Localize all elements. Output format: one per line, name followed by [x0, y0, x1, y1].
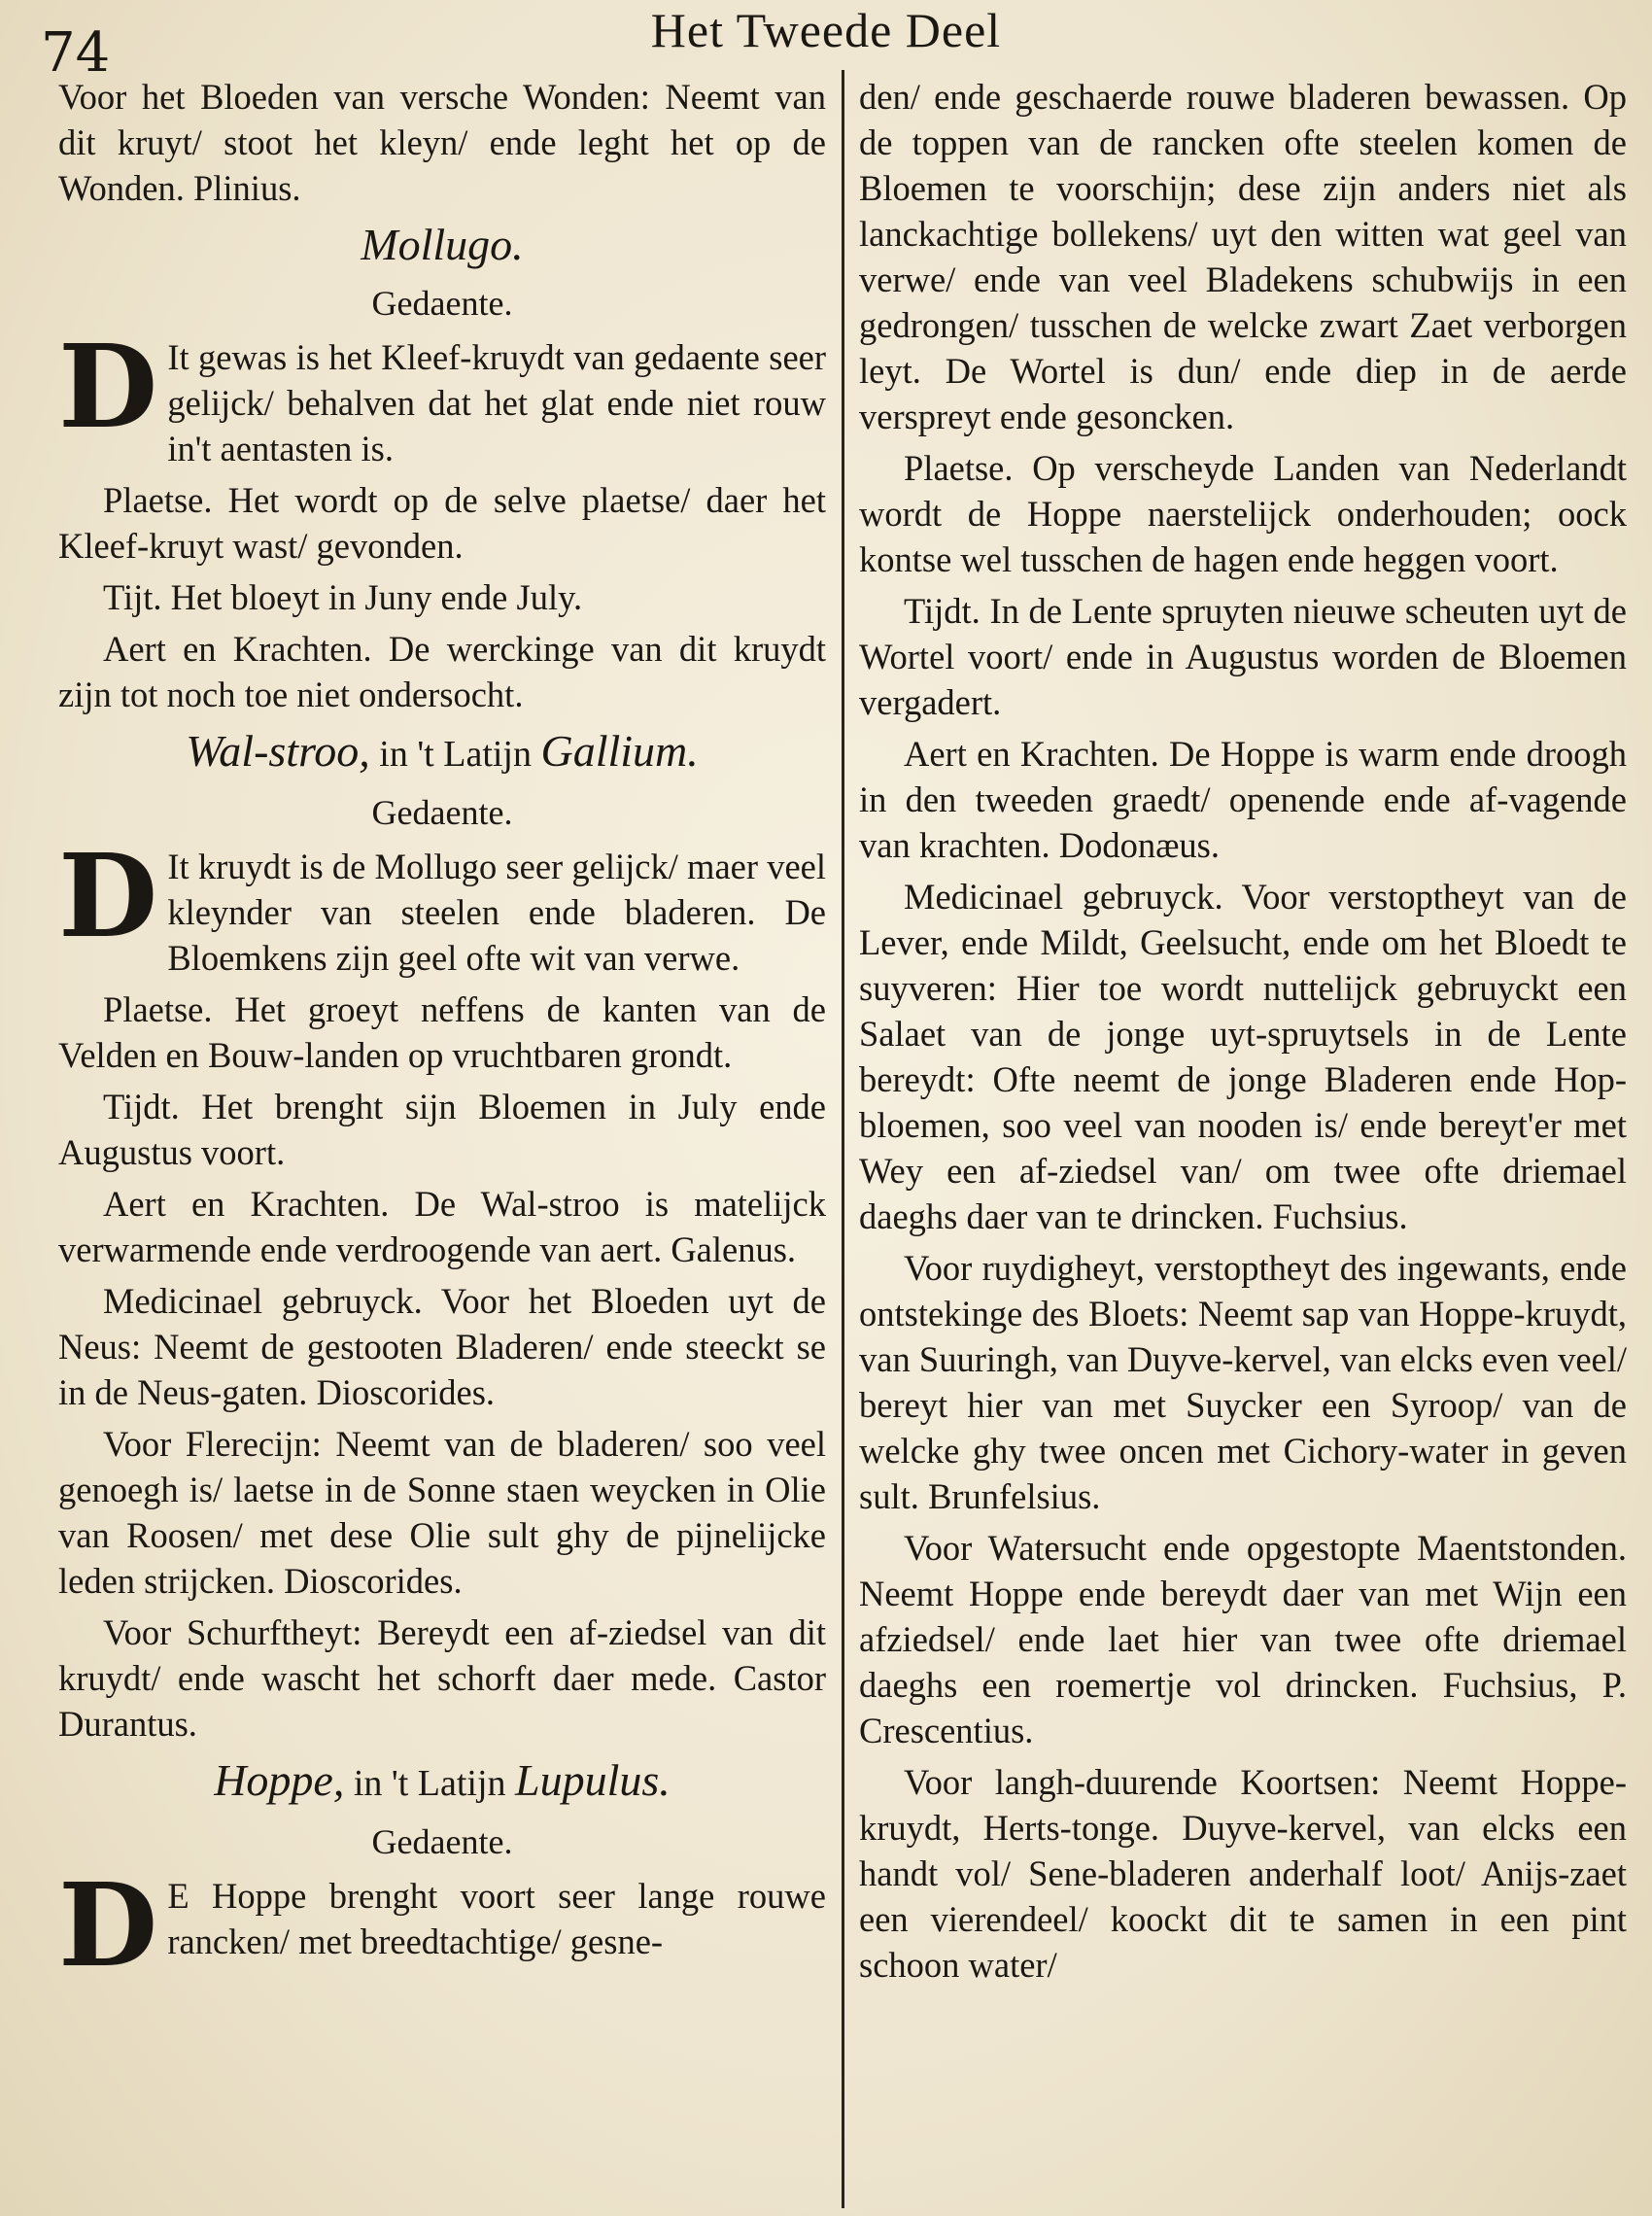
subheading-gedaente: Gedaente.: [371, 1822, 513, 1861]
heading-walstroo: [58, 725, 826, 780]
paragraph-hoppe-continued: den/ ende geschaerde rouwe bladeren bewassen. Op de toppen van de rancken ofte steelen komen de Bloemen te voorschijn; dese zijn anders niet als lanckachtige bollekens/ uyt den witten wat geel van verwe/ ende van veel Bladekens schubwijs in een gedrongen/ tusschen de welcke zwart Zaet verborgen leyt. De Wortel is dun/ ende diep in de aerde verspreyt ende gesoncken.: [859, 77, 1627, 436]
heading-name: Hoppe,: [214, 1755, 345, 1805]
paragraph-tijdt: Tijdt. In de Lente spruyten nieuwe scheuten uyt de Wortel voort/ ende in Augustus worden de Bloemen vergadert.: [859, 591, 1627, 722]
paragraph-ruydigheyt: Voor ruydigheyt, verstoptheyt des ingewants, ende ontstekinge des Bloets: Neemt sap van Hoppe-kruydt, van Suuringh, van Duyve-kervel, van elcks even veel/ bereyt hier van met Suycker een Syroop/ van de welcke ghy twee oncen met Cichory-water in geven sult. Brunfelsius.: [859, 1248, 1627, 1516]
heading-latin-prefix: in 't Latijn: [369, 734, 541, 775]
paragraph-aert: Aert en Krachten. De Wal-stroo is matelijck verwarmende ende verdroogende van aert. Galenus.: [58, 1184, 826, 1269]
paragraph-text: It kruydt is de Mollugo seer gelijck/ maer veel kleynder van steelen ende bladeren. De Bloemkens zijn geel ofte wit van verwe.: [167, 847, 826, 978]
paragraph-medicinael: Medicinael gebruyck. Voor verstoptheyt van de Lever, ende Mildt, Geelsucht, ende om het Bloedt te suyveren: Hier toe wordt nuttelijck gebruyckt een Salaet van de jonge uyt-spruytsels in de Lente bereydt: Ofte neemt de jonge Bladeren ende Hop-bloemen, soo veel van nooden is/ ende bereyt'er met Wey een af-ziedsel van/ om twee ofte driemael daeghs daer van te drincken. Fuchsius.: [859, 877, 1627, 1236]
paragraph-bleeding-wounds: Voor het Bloeden van versche Wonden: Neemt van dit kruyt/ stoot het kleyn/ ende leght het op de Wonden. Plinius.: [58, 77, 826, 208]
paragraph-plaetse: Plaetse. Op verscheyde Landen van Nederlandt wordt de Hoppe naerstelijck onderhouden; oock kontse wel tusschen de hagen ende heggen voort.: [859, 448, 1627, 579]
paragraph-walstroo-description: [58, 828, 826, 981]
heading-latin-name: Gallium.: [540, 726, 699, 776]
heading-name: Wal-stroo,: [186, 726, 370, 776]
heading-hoppe: [58, 1754, 826, 1810]
column-divider: [842, 70, 844, 2208]
paragraph-mollugo-description: [58, 319, 826, 471]
left-column: [58, 74, 826, 1992]
right-column: [859, 74, 1627, 1993]
page-number: 74: [41, 21, 111, 85]
heading-latin-name: Lupulus.: [515, 1755, 671, 1805]
paragraph-text: E Hoppe brenght voort seer lange rouwe rancken/ met breedtachtige/ gesne-: [167, 1876, 826, 1961]
paragraph-plaetse: Plaetse. Het wordt op de selve plaetse/ daer het Kleef-kruyt wast/ gevonden.: [58, 480, 826, 566]
drop-cap: D: [58, 319, 158, 454]
paragraph-hoppe-description: [58, 1857, 826, 1992]
paragraph-tijt: Tijt. Het bloeyt in Juny ende July.: [103, 577, 583, 617]
paragraph-plaetse: Plaetse. Het groeyt neffens de kanten van de Velden en Bouw-landen op vruchtbaren grondt.: [58, 989, 826, 1075]
paragraph-aert: Aert en Krachten. De Hoppe is warm ende droogh in den tweeden graedt/ openende ende af-vagende van krachten. Dodonæus.: [859, 734, 1627, 865]
paragraph-koortsen: Voor langh-duurende Koortsen: Neemt Hoppe-kruydt, Herts-tonge. Duyve-kervel, van elcks een handt vol/ Sene-bladeren anderhalf loot/ Anijs-zaet een vierendeel/ koockt dit te samen in een pint schoon water/: [859, 1762, 1627, 1985]
paragraph-aert: Aert en Krachten. De werckinge van dit kruydt zijn tot noch toe niet ondersocht.: [58, 629, 826, 714]
paragraph-medicinael: Medicinael gebruyck. Voor het Bloeden uyt de Neus: Neemt de gestooten Bladeren/ ende steeckt se in de Neus-gaten. Dioscorides.: [58, 1281, 826, 1412]
drop-cap: D: [58, 1857, 158, 1992]
heading-latin-prefix: in 't Latijn: [344, 1763, 516, 1804]
paragraph-text: It gewas is het Kleef-kruydt van gedaente seer gelijck/ behalven dat het glat ende niet rouw in't aentasten is.: [167, 337, 826, 468]
heading-mollugo: Mollugo.: [361, 220, 524, 269]
paragraph-watersucht: Voor Watersucht ende opgestopte Maentstonden. Neemt Hoppe ende bereydt daer van met Wijn een afziedsel/ ende laet hier van twee ofte driemael daeghs een roemertje vol drincken. Fuchsius, P. Crescentius.: [859, 1528, 1627, 1750]
paragraph-tijdt: Tijdt. Het brenght sijn Bloemen in July ende Augustus voort.: [58, 1087, 826, 1172]
subheading-gedaente: Gedaente.: [371, 284, 513, 323]
paragraph-flerecijn: Voor Flerecijn: Neemt van de bladeren/ soo veel genoegh is/ laetse in de Sonne staen weycken in Olie van Roosen/ met dese Olie sult ghy de pijnelijcke leden strijcken. Dioscorides.: [58, 1424, 826, 1601]
running-head: Het Tweede Deel: [650, 3, 1002, 57]
subheading-gedaente: Gedaente.: [371, 793, 513, 832]
drop-cap: D: [58, 828, 158, 963]
paragraph-schurftheyt: Voor Schurftheyt: Bereydt een af-ziedsel van dit kruydt/ ende wascht het schorft daer mede. Castor Durantus.: [58, 1612, 826, 1744]
